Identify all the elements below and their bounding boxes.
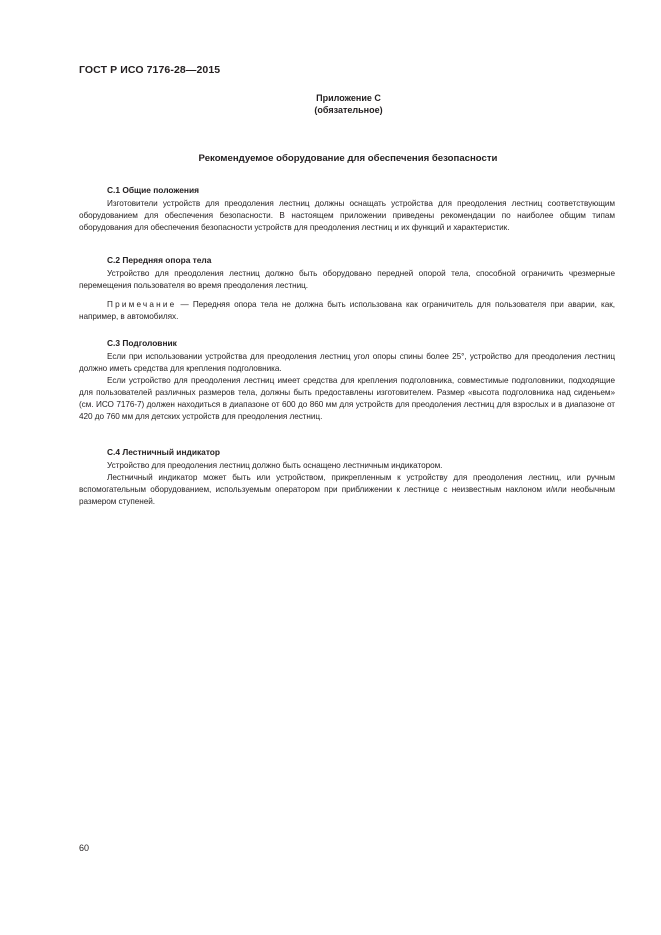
section-heading: С.2 Передняя опора тела [107,255,212,265]
section-paragraph: Если при использовании устройства для преодоления лестниц угол опоры спины более 25°, устройство для преодоления лестниц должно иметь средства для крепления подголовника. [79,352,615,373]
note-label: Примечание [107,300,177,309]
section-heading: С.1 Общие положения [107,185,200,195]
document-title: Рекомендуемое оборудование для обеспечения безопасности [198,153,498,164]
section-paragraph: Если устройство для преодоления лестниц имеет средства для крепления подголовника, совместимые подголовники, подходящие для пользователей различных размеров тела, должны быть предоставлены изготовителем. Размер «высота подголовника над сиденьем» (см. ИСО 7176-7) должен находиться в диапазоне от 600 до 860 мм для устройств для преодоления лестниц для взрослых и в диапазоне от 420 до 760 мм для детских устройств для преодоления лестниц. [79,376,615,421]
annex-heading [0,92,661,116]
note-paragraph [79,299,615,323]
standard-header: ГОСТ Р ИСО 7176-28—2015 [79,64,221,76]
section-heading: С.3 Подголовник [107,338,177,348]
section-c1 [79,184,615,234]
section-paragraph: Устройство для преодоления лестниц должно быть оборудовано передней опорой тела, способной ограничить чрезмерные перемещения пользователя во время преодоления лестниц. [79,269,615,290]
annex-title: Приложение С [316,93,381,103]
section-paragraph: Лестничный индикатор может быть или устройством, прикрепленным к устройству для преодоления лестниц, или ручным вспомогательным оборудованием, используемым оператором при приближении к лестнице с неизвестным наклоном и/или необычным размером ступеней. [79,473,615,506]
section-c3 [79,337,615,423]
page-number: 60 [79,843,90,853]
section-heading: С.4 Лестничный индикатор [107,447,221,457]
note-text: — Передняя опора тела не должна быть использована как ограничитель для пользователя при аварии, как, например, в автомобилях. [79,300,615,321]
section-c2 [79,254,615,323]
section-paragraph: Устройство для преодоления лестниц должно быть оснащено лестничным индикатором. [107,461,443,470]
section-c4 [79,446,615,508]
section-paragraph: Изготовители устройств для преодоления лестниц должны оснащать устройства для преодоления лестниц соответствующим оборудованием для обеспечения безопасности. В настоящем приложении приведены рекомендации по наиболее общим типам оборудования для обеспечения безопасности устройств для преодоления лестниц и их функций и характеристик. [79,199,615,232]
annex-status: (обязательное) [314,105,383,115]
